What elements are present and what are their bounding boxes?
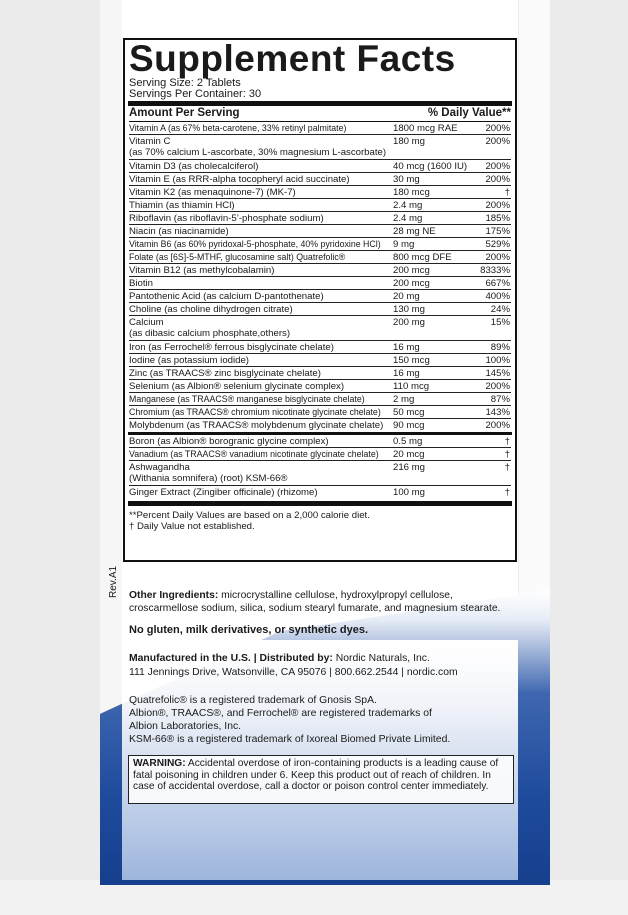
nutrient-name-text: Vitamin B12 (as methylcobalamin) bbox=[129, 265, 275, 276]
nutrient-name bbox=[129, 290, 393, 302]
nutrient-row bbox=[129, 186, 511, 199]
nutrient-row bbox=[129, 393, 511, 406]
trademark-line: KSM-66® is a registered trademark of Ixoreal Biomed Private Limited. bbox=[129, 734, 451, 745]
nutrient-name bbox=[129, 316, 393, 340]
nutrient-name bbox=[129, 173, 393, 185]
other-ingredients-label: Other Ingredients: bbox=[129, 590, 219, 601]
nutrient-row bbox=[129, 238, 511, 251]
nutrient-name bbox=[129, 135, 393, 159]
nutrient-row bbox=[129, 212, 511, 225]
manufacturer-bold: Manufactured in the U.S. | Distributed by: bbox=[129, 653, 333, 664]
nutrient-amount: 110 mcg bbox=[393, 381, 430, 392]
nutrient-name bbox=[129, 406, 393, 418]
nutrient-name bbox=[129, 419, 393, 432]
nutrient-name bbox=[129, 251, 393, 263]
nutrient-daily-value: 200% bbox=[485, 252, 510, 263]
nutrient-name-text: Biotin bbox=[129, 278, 153, 289]
servings-per-container: Servings Per Container: 30 bbox=[129, 87, 262, 100]
background-left bbox=[0, 0, 100, 915]
thick-rule-bottom bbox=[128, 501, 512, 506]
nutrient-amount: 200 mcg bbox=[393, 265, 430, 276]
nutrient-name-text: Chromium (as TRAACS® chromium nicotinate glycinate chelate) bbox=[129, 407, 381, 417]
nutrient-name-text: Vitamin A (as 67% beta-carotene, 33% retinyl palmitate) bbox=[129, 123, 347, 133]
nutrient-daily-value: 89% bbox=[490, 342, 510, 353]
nutrient-amount: 16 mg bbox=[393, 368, 420, 379]
nutrient-daily-value: † bbox=[504, 487, 510, 498]
nutrient-amount: 20 mcg bbox=[393, 449, 425, 460]
other-ingredients-text: microcrystalline cellulose, hydroxylpropyl cellulose, croscarmellose sodium, silica, sodium stearyl fumarate, and magnesium stearate. bbox=[129, 590, 501, 614]
nutrient-name bbox=[129, 199, 393, 211]
nutrient-amount: 216 mg bbox=[393, 462, 425, 473]
nutrient-amount: 20 mg bbox=[393, 291, 420, 302]
nutrient-amount: 200 mg bbox=[393, 317, 425, 328]
nutrient-daily-value: 200% bbox=[485, 420, 510, 431]
nutrient-amount: 180 mg bbox=[393, 136, 425, 147]
nutrient-daily-value: † bbox=[504, 187, 510, 198]
trademark-line: Albion Laboratories, Inc. bbox=[129, 721, 242, 732]
nutrient-name bbox=[129, 225, 393, 237]
nutrient-name-text: Vitamin D3 (as cholecalciferol) bbox=[129, 161, 259, 172]
footnotes bbox=[129, 510, 511, 532]
nutrient-row bbox=[129, 435, 511, 448]
nutrient-amount: 130 mg bbox=[393, 304, 425, 315]
manufacturer-name: Nordic Naturals, Inc. bbox=[335, 653, 430, 664]
nutrient-name-text: Boron (as Albion® borogranic glycine complex) bbox=[129, 436, 329, 447]
nutrient-row bbox=[129, 277, 511, 290]
nutrient-source: (as 70% calcium L-ascorbate, 30% magnesium L-ascorbate) bbox=[129, 147, 387, 158]
nutrient-name bbox=[129, 122, 393, 134]
nutrient-name-text: Selenium (as Albion® selenium glycinate complex) bbox=[129, 381, 345, 392]
nutrient-name-text: Niacin (as niacinamide) bbox=[129, 226, 229, 237]
nutrient-name bbox=[129, 367, 393, 379]
nutrient-daily-value: 200% bbox=[485, 200, 510, 211]
nutrient-amount: 2 mg bbox=[393, 394, 415, 405]
nutrient-name-text: Manganese (as TRAACS® manganese bisglycinate chelate) bbox=[129, 394, 365, 404]
nutrient-table bbox=[129, 121, 511, 432]
nutrient-amount: 50 mcg bbox=[393, 407, 425, 418]
nutrient-daily-value: 200% bbox=[485, 381, 510, 392]
nutrient-name-text: Riboflavin (as riboflavin-5’-phosphate sodium) bbox=[129, 213, 324, 224]
nutrient-amount: 2.4 mg bbox=[393, 213, 423, 224]
nutrient-name-text: Iron (as Ferrochel® ferrous bisglycinate chelate) bbox=[129, 342, 334, 353]
serving-size: Serving Size: 2 Tablets bbox=[129, 77, 241, 89]
nutrient-row bbox=[129, 122, 511, 135]
nutrient-name-text: Ashwagandha bbox=[129, 462, 190, 473]
nutrient-amount: 2.4 mg bbox=[393, 200, 423, 211]
nutrient-name-text: Thiamin (as thiamin HCl) bbox=[129, 200, 235, 211]
nutrient-amount: 100 mg bbox=[393, 487, 425, 498]
nutrient-row bbox=[129, 135, 511, 160]
nutrient-daily-value: 200% bbox=[485, 123, 510, 134]
warning-text: Accidental overdose of iron-containing products is a leading cause of fatal poisoning in children under 6. Keep this product out of reach of children. In case of accidental overdose, call a doctor or poison control center immediately. bbox=[133, 758, 499, 793]
nutrient-daily-value: 143% bbox=[485, 407, 510, 418]
nutrient-name bbox=[129, 486, 393, 499]
nutrient-name bbox=[129, 435, 393, 447]
nutrient-daily-value: 400% bbox=[485, 291, 510, 302]
nutrient-row bbox=[129, 486, 511, 499]
nutrient-name bbox=[129, 186, 393, 198]
nutrient-daily-value: 529% bbox=[485, 239, 510, 250]
nutrient-source: (Withania somnifera) (root) KSM-66® bbox=[129, 473, 288, 484]
supplement-facts-panel bbox=[123, 38, 517, 562]
nutrient-amount: 1800 mcg RAE bbox=[393, 123, 458, 134]
nutrient-row bbox=[129, 290, 511, 303]
nutrient-row bbox=[129, 160, 511, 173]
nutrient-daily-value: 15% bbox=[490, 317, 510, 328]
footnote-dagger: † Daily Value not established. bbox=[129, 521, 255, 532]
iron-warning-box bbox=[128, 755, 514, 804]
nutrient-name-text: Calcium bbox=[129, 317, 164, 328]
nutrient-daily-value: † bbox=[504, 462, 510, 473]
nutrient-name-text: Ginger Extract (Zingiber officinale) (rhizome) bbox=[129, 487, 318, 498]
nutrient-name bbox=[129, 341, 393, 353]
nutrient-amount: 28 mg NE bbox=[393, 226, 436, 237]
nutrient-amount: 150 mcg bbox=[393, 355, 430, 366]
trademark-notices bbox=[129, 694, 519, 746]
nutrient-name-text: Vitamin C bbox=[129, 136, 171, 147]
nutrient-row bbox=[129, 341, 511, 354]
nutrient-daily-value: † bbox=[504, 449, 510, 460]
background-floor bbox=[0, 880, 628, 915]
nutrient-name-text: Vitamin E (as RRR-alpha tocopheryl acid succinate) bbox=[129, 174, 350, 185]
nutrient-name bbox=[129, 448, 393, 460]
nutrient-amount: 180 mcg bbox=[393, 187, 430, 198]
nutrient-daily-value: 667% bbox=[485, 278, 510, 289]
nutrient-amount: 30 mg bbox=[393, 174, 420, 185]
nutrient-daily-value: † bbox=[504, 436, 510, 447]
nutrient-name-text: Zinc (as TRAACS® zinc bisglycinate chelate) bbox=[129, 368, 321, 379]
warning-label: WARNING: bbox=[133, 758, 186, 769]
nutrient-name-text: Molybdenum (as TRAACS® molybdenum glycinate chelate) bbox=[129, 420, 384, 431]
nutrient-amount: 9 mg bbox=[393, 239, 415, 250]
nutrient-daily-value: 200% bbox=[485, 174, 510, 185]
dv-header: % Daily Value** bbox=[427, 107, 511, 119]
nutrient-amount: 800 mcg DFE bbox=[393, 252, 452, 263]
nutrient-name-text: Vitamin K2 (as menaquinone-7) (MK-7) bbox=[129, 187, 296, 198]
nutrient-row bbox=[129, 448, 511, 461]
nutrient-name bbox=[129, 354, 393, 366]
no-gluten-claim: No gluten, milk derivatives, or synthetic dyes. bbox=[129, 624, 369, 636]
nutrient-name-text: Vanadium (as TRAACS® vanadium nicotinate glycinate chelate) bbox=[129, 449, 379, 459]
nutrient-daily-value: 145% bbox=[485, 368, 510, 379]
nutrient-amount: 90 mcg bbox=[393, 420, 425, 431]
nutrient-daily-value: 185% bbox=[485, 213, 510, 224]
nutrient-row bbox=[129, 419, 511, 432]
nutrient-daily-value: 87% bbox=[490, 394, 510, 405]
trademark-line: Quatrefolic® is a registered trademark of Gnosis SpA. bbox=[129, 695, 377, 706]
nutrient-daily-value: 100% bbox=[485, 355, 510, 366]
nutrient-name bbox=[129, 303, 393, 315]
nutrient-daily-value: 8333% bbox=[480, 265, 510, 276]
nutrient-name-text: Choline (as choline dihydrogen citrate) bbox=[129, 304, 293, 315]
nutrient-amount: 0.5 mg bbox=[393, 436, 423, 447]
background-right bbox=[550, 0, 628, 915]
nutrient-row bbox=[129, 316, 511, 341]
other-table bbox=[129, 435, 511, 499]
nutrient-name bbox=[129, 277, 393, 289]
amount-header-row bbox=[129, 106, 511, 121]
nutrient-row bbox=[129, 367, 511, 380]
nutrient-name bbox=[129, 461, 393, 485]
nutrient-name bbox=[129, 212, 393, 224]
nutrient-name bbox=[129, 264, 393, 276]
nutrient-name-text: Vitamin B6 (as 60% pyridoxal-5-phosphate, 40% pyridoxine HCl) bbox=[129, 239, 381, 249]
nutrient-row bbox=[129, 199, 511, 212]
facts-title: Supplement Facts bbox=[129, 38, 456, 79]
amount-header: Amount Per Serving bbox=[129, 107, 240, 119]
nutrient-row bbox=[129, 264, 511, 277]
manufacturer-info bbox=[129, 652, 519, 680]
nutrient-name bbox=[129, 380, 393, 392]
nutrient-row bbox=[129, 251, 511, 264]
nutrient-daily-value: 24% bbox=[490, 304, 510, 315]
nutrient-name bbox=[129, 238, 393, 250]
nutrient-amount: 200 mcg bbox=[393, 278, 430, 289]
revision-code: Rev.A1 bbox=[108, 565, 119, 598]
nutrient-amount: 16 mg bbox=[393, 342, 420, 353]
nutrient-row bbox=[129, 380, 511, 393]
nutrient-row bbox=[129, 461, 511, 486]
nutrient-row bbox=[129, 406, 511, 419]
nutrient-daily-value: 200% bbox=[485, 161, 510, 172]
nutrient-name-text: Folate (as [6S]-5-MTHF, glucosamine salt) Quatrefolic® bbox=[129, 252, 346, 262]
nutrient-name-text: Iodine (as potassium iodide) bbox=[129, 355, 249, 366]
nutrient-amount: 40 mcg (1600 IU) bbox=[393, 161, 468, 172]
footnote-dv: **Percent Daily Values are based on a 2,000 calorie diet. bbox=[129, 510, 370, 521]
nutrient-row bbox=[129, 354, 511, 367]
nutrient-daily-value: 175% bbox=[485, 226, 510, 237]
nutrient-row bbox=[129, 303, 511, 316]
nutrient-name bbox=[129, 160, 393, 172]
nutrient-row bbox=[129, 173, 511, 186]
manufacturer-address: 111 Jennings Drive, Watsonville, CA 95076 | 800.662.2544 | nordic.com bbox=[129, 667, 458, 678]
other-ingredients bbox=[129, 590, 519, 615]
nutrient-daily-value: 200% bbox=[485, 136, 510, 147]
nutrient-row bbox=[129, 225, 511, 238]
nutrient-name-text: Pantothenic Acid (as calcium D-pantothenate) bbox=[129, 291, 324, 302]
trademark-line: Albion®, TRAACS®, and Ferrochel® are registered trademarks of bbox=[129, 708, 432, 719]
nutrient-source: (as dibasic calcium phosphate,others) bbox=[129, 328, 291, 339]
nutrient-name bbox=[129, 393, 393, 405]
